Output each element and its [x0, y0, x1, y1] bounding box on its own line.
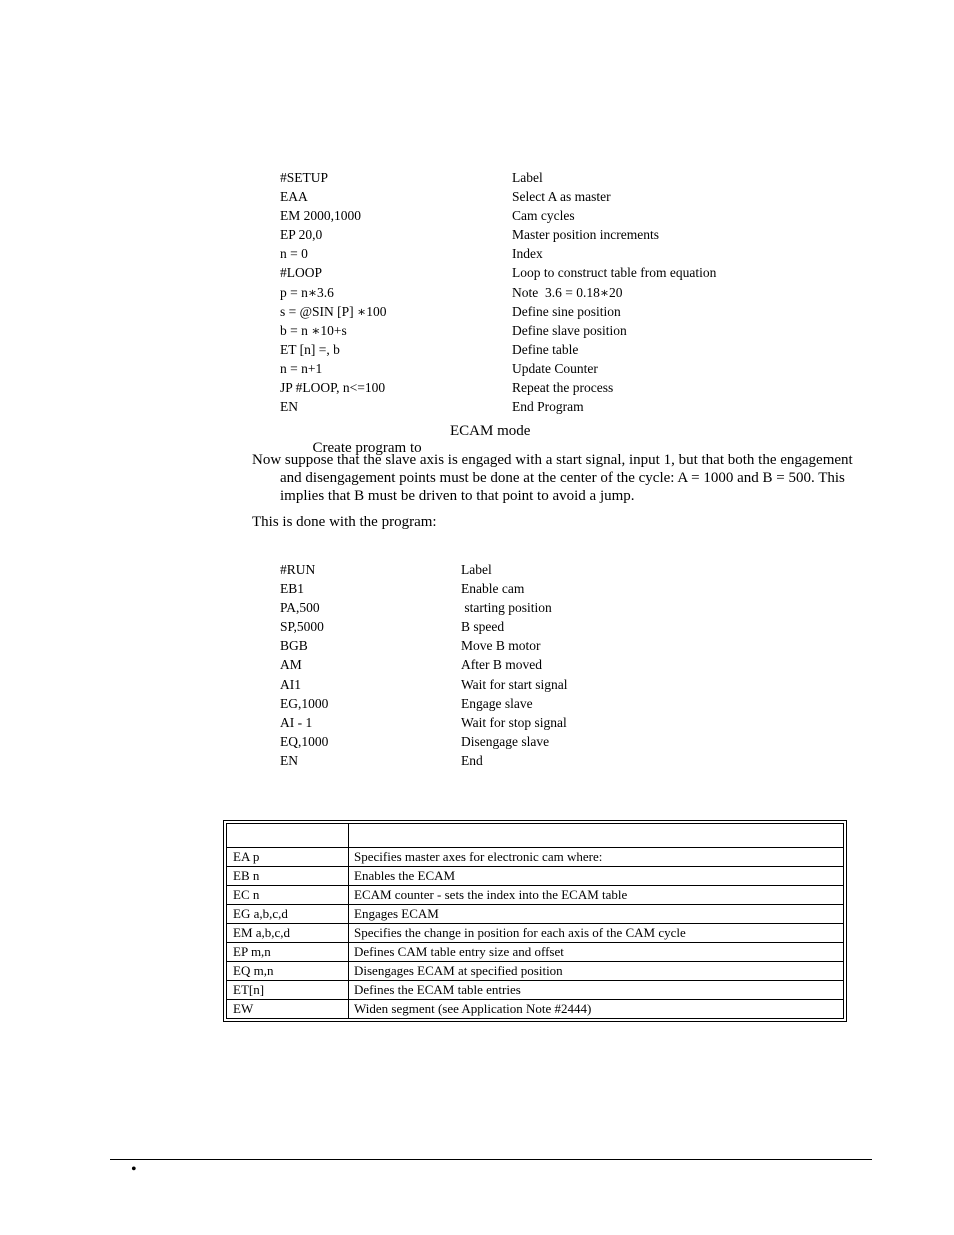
code-comment: Note 3.6 = 0.18∗20 — [512, 284, 623, 300]
code-command: BGB — [280, 638, 308, 654]
code-comment: Move B motor — [461, 638, 541, 654]
code-command: AI - 1 — [280, 714, 313, 730]
code-command: EP 20,0 — [280, 227, 323, 243]
code-command: EB1 — [280, 581, 305, 597]
code-comment: Engage slave — [461, 695, 533, 711]
code-comment: Label — [512, 170, 543, 185]
code-command: EG,1000 — [280, 695, 329, 711]
code-command: EAA — [280, 189, 308, 205]
description-cell: Disengages ECAM at specified position — [349, 962, 844, 981]
code-command: AM — [280, 657, 302, 673]
code-command: n = n+1 — [280, 360, 323, 376]
header-cell-description — [349, 824, 844, 848]
description-cell: Defines CAM table entry size and offset — [349, 943, 844, 962]
code-comment: B speed — [461, 619, 505, 635]
code-comment: Repeat the process — [512, 380, 614, 396]
code-comment: End — [461, 752, 483, 768]
code-comment: Define table — [512, 341, 579, 357]
caption-part-1: Create program to — [312, 440, 422, 456]
table-row — [227, 943, 844, 962]
code-comment: Wait for start signal — [461, 676, 568, 692]
code-comment: End Program — [512, 399, 584, 415]
command-cell: EQ m,n — [227, 962, 349, 981]
code-command: EN — [280, 752, 298, 768]
description-cell: ECAM counter - sets the index into the ECAM table — [349, 886, 844, 905]
table-header-row — [227, 824, 844, 848]
code-command: EM 2000,1000 — [280, 208, 361, 224]
command-cell: EM a,b,c,d — [227, 924, 349, 943]
body-paragraph: Now suppose that the slave axis is engaged with a start signal, input 1, but that both the engagement and disengagement points must be done at the center of the cycle: A = 1000 and B = 500. This implies that B must be driven to that point to avoid a jump. — [252, 452, 853, 504]
body-paragraph: This is done with the program: — [252, 514, 437, 530]
command-cell: EC n — [227, 886, 349, 905]
description-cell: Enables the ECAM — [349, 867, 844, 886]
code-comment: After B moved — [461, 657, 542, 673]
code-command: s = @SIN [P] ∗100 — [280, 303, 387, 319]
code-command: EQ,1000 — [280, 733, 329, 749]
code-comment: Cam cycles — [512, 208, 575, 224]
table-row — [227, 924, 844, 943]
description-cell: Specifies master axes for electronic cam where: — [349, 848, 844, 867]
code-command: PA,500 — [280, 600, 320, 616]
description-cell: Widen segment (see Application Note #2444) — [349, 1000, 844, 1019]
code-command: #RUN — [280, 562, 316, 577]
table-row — [227, 886, 844, 905]
command-cell: EG a,b,c,d — [227, 905, 349, 924]
code-comment: Enable cam — [461, 581, 525, 597]
table-row — [227, 962, 844, 981]
table-row — [227, 1000, 844, 1019]
command-cell: EB n — [227, 867, 349, 886]
command-cell: EW — [227, 1000, 349, 1019]
code-comment: Define slave position — [512, 322, 627, 338]
code-comment: Update Counter — [512, 360, 598, 376]
caption-part-2: ECAM mode — [450, 423, 531, 439]
code-command: #SETUP — [280, 170, 329, 185]
code-comment: Select A as master — [512, 189, 611, 205]
table-row — [227, 867, 844, 886]
table-row — [227, 848, 844, 867]
code-command: #LOOP — [280, 265, 323, 281]
command-summary-table — [223, 820, 847, 1022]
footer-bullet: • — [131, 1161, 137, 1178]
command-cell: EP m,n — [227, 943, 349, 962]
code-comment: Label — [461, 562, 492, 577]
code-command: p = n∗3.6 — [280, 284, 334, 300]
description-cell: Defines the ECAM table entries — [349, 981, 844, 1000]
code-comment: Define sine position — [512, 303, 621, 319]
code-comment: Disengage slave — [461, 733, 550, 749]
code-comment: Index — [512, 246, 543, 262]
table-row — [227, 981, 844, 1000]
code-command: AI1 — [280, 676, 301, 692]
table-row — [227, 905, 844, 924]
code-command: b = n ∗10+s — [280, 322, 347, 338]
code-command: SP,5000 — [280, 619, 324, 635]
code-command: JP #LOOP, n<=100 — [280, 380, 386, 396]
code-command: EN — [280, 399, 298, 415]
command-table — [226, 823, 844, 1019]
code-comment: Loop to construct table from equation — [512, 265, 717, 281]
code-command: n = 0 — [280, 246, 308, 262]
code-comment: Master position increments — [512, 227, 659, 243]
description-cell: Specifies the change in position for each axis of the CAM cycle — [349, 924, 844, 943]
code-comment: starting position — [461, 600, 552, 616]
command-cell: ET[n] — [227, 981, 349, 1000]
code-command: ET [n] =, b — [280, 341, 340, 357]
footer-rule — [110, 1159, 872, 1160]
description-cell: Engages ECAM — [349, 905, 844, 924]
code-comment: Wait for stop signal — [461, 714, 567, 730]
header-cell-command — [227, 824, 349, 848]
command-cell: EA p — [227, 848, 349, 867]
